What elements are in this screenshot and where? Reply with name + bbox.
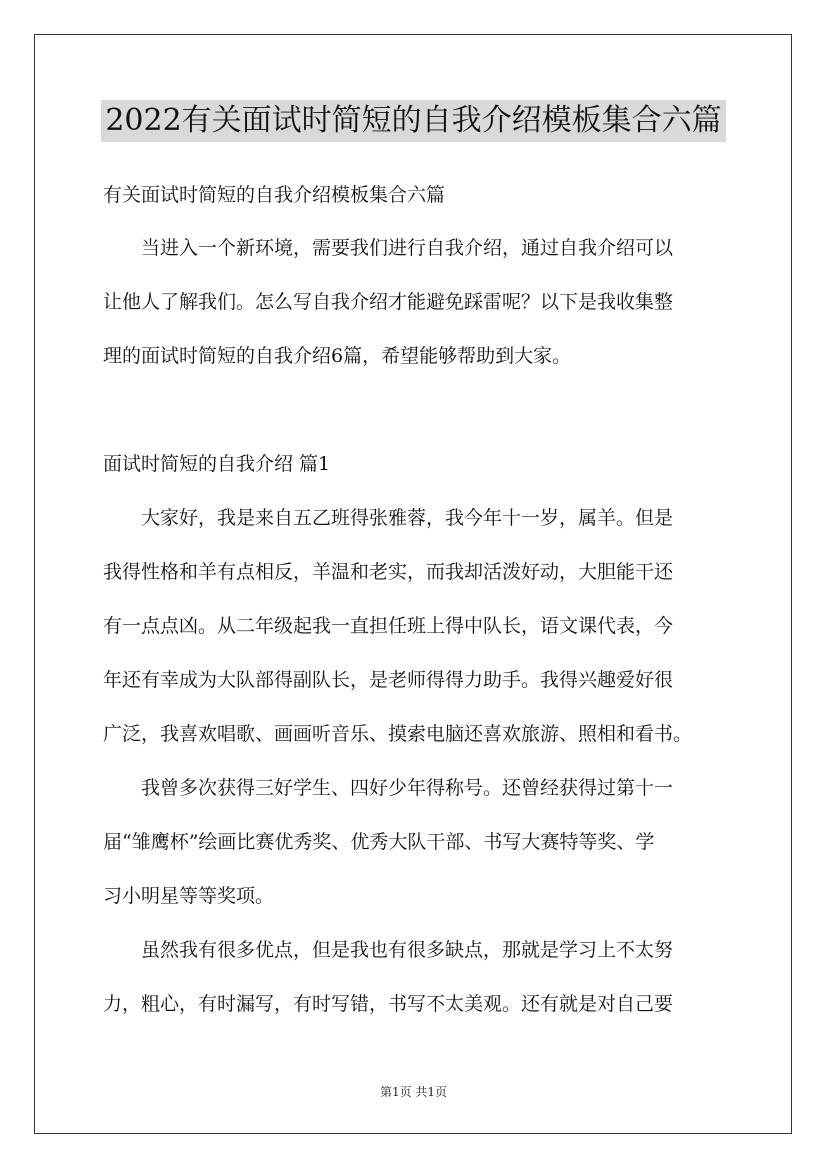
paragraph-line: 年还有幸成为大队部得副队长，是老师得得力助手。我得兴趣爱好很 (103, 669, 674, 691)
paragraph-line: 有一点点凶。从二年级起我一直担任班上得中队长，语文课代表，今 (103, 615, 674, 637)
paragraph-line: 届“雏鹰杯”绘画比赛优秀奖、优秀大队干部、书写大赛特等奖、学 (103, 831, 655, 853)
subtitle: 有关面试时简短的自我介绍模板集合六篇 (103, 184, 446, 206)
paragraph-line: 广泛，我喜欢唱歌、画画听音乐、摸索电脑还喜欢旅游、照相和看书。 (103, 723, 693, 745)
paragraph-line: 我曾多次获得三好学生、四好少年得称号。还曾经获得过第十一 (103, 777, 674, 799)
paragraph-line: 习小明星等等奖项。 (103, 885, 275, 907)
document-title-text: 2022有关面试时简短的自我介绍模板集合六篇 (101, 100, 725, 142)
paragraph-line: 力，粗心，有时漏写，有时写错，书写不太美观。还有就是对自己要 (103, 993, 674, 1015)
paragraph-line: 大家好，我是来自五乙班得张雅蓉，我今年十一岁，属羊。但是 (103, 507, 674, 529)
paragraph-line: 虽然我有很多优点，但是我也有很多缺点，那就是学习上不太努 (103, 939, 674, 961)
document-title (0, 100, 827, 142)
intro-line: 当进入一个新环境，需要我们进行自我介绍，通过自我介绍可以 (103, 237, 674, 259)
intro-line: 让他人了解我们。怎么写自我介绍才能避免踩雷呢？以下是我收集整 (103, 291, 674, 313)
section-heading: 面试时简短的自我介绍 篇1 (103, 453, 331, 475)
paragraph-line: 我得性格和羊有点相反，羊温和老实，而我却活泼好动，大胆能干还 (103, 561, 674, 583)
intro-line: 理的面试时简短的自我介绍6篇，希望能够帮助到大家。 (103, 345, 572, 367)
page-number-label: 第1页 共1页 (379, 1085, 448, 1099)
page-footer (0, 1084, 827, 1100)
